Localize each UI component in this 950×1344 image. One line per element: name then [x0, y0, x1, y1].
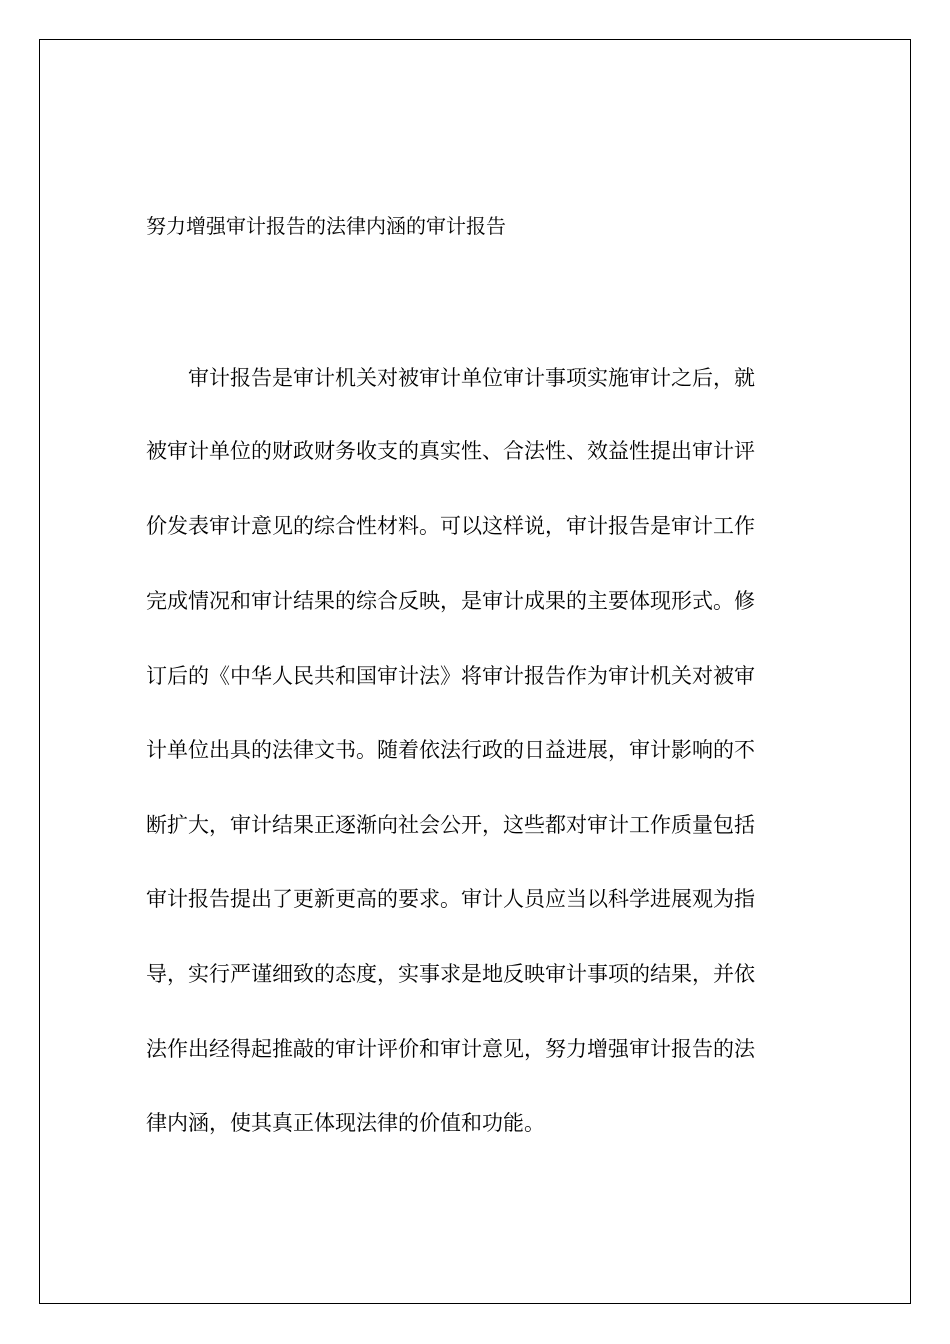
- document-title: 努力增强审计报告的法律内涵的审计报告: [146, 214, 506, 238]
- paragraph-line: 被审计单位的财政财务收支的真实性、合法性、效益性提出审计评: [146, 439, 755, 463]
- paragraph-line: 订后的《中华人民共和国审计法》将审计报告作为审计机关对被审: [146, 664, 755, 688]
- paragraph-line: 法作出经得起推敲的审计评价和审计意见，努力增强审计报告的法: [146, 1037, 755, 1061]
- paragraph-line: 审计报告提出了更新更高的要求。审计人员应当以科学进展观为指: [146, 887, 755, 911]
- paragraph-line: 价发表审计意见的综合性材料。可以这样说，审计报告是审计工作: [146, 514, 755, 538]
- paragraph-line: 断扩大，审计结果正逐渐向社会公开，这些都对审计工作质量包括: [146, 813, 755, 837]
- paragraph-line: 计单位出具的法律文书。随着依法行政的日益进展，审计影响的不: [146, 738, 755, 762]
- paragraph-line: 完成情况和审计结果的综合反映，是审计成果的主要体现形式。修: [146, 589, 755, 613]
- paragraph-line: 审计报告是审计机关对被审计单位审计事项实施审计之后，就: [188, 366, 755, 390]
- paragraph-line: 律内涵，使其真正体现法律的价值和功能。: [146, 1111, 545, 1135]
- paragraph-line: 导，实行严谨细致的态度，实事求是地反映审计事项的结果，并依: [146, 962, 755, 986]
